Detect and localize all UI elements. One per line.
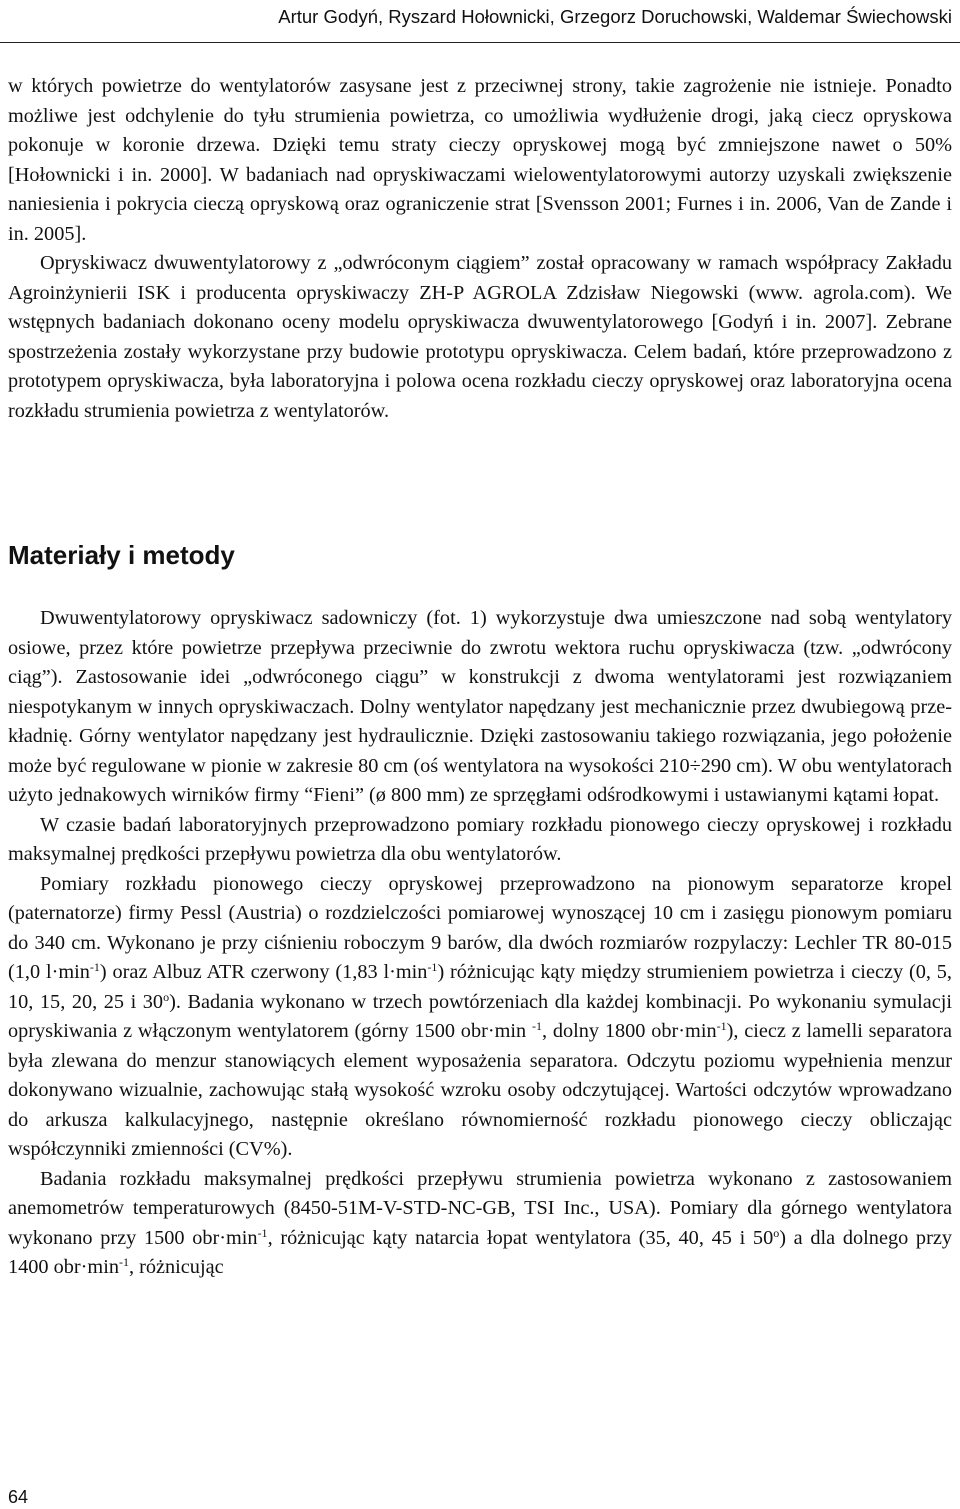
p3-text-a: Pomiary rozkładu pionowego cieczy opryskowej przeprowadzono na pionowym separatorze kropel (paternatorze) firmy Pessl (Austria) o rozdzielczości pomiarowej wynoszącej 10 cm i zasięgu pionowym pomiaru do 340 cm. Wykonano je przy ciśnieniu roboczym 9 barów, dla dwóch rozmiarów rozpylaczy: Lechler TR 80-015 (1,0 l·min [8,872,952,983]
p3-sup-2: -1 [427,960,438,974]
intro-paragraph-2: Opryskiwacz dwuwentylatorowy z „odwróconym ciągiem” został opracowany w ramach współpracy Zakładu Agroinżynierii ISK i producenta opryskiwaczy ZH-P AGROLA Zdzisław Niegowski (www. agrola.com). We wstępnych badaniach dokonano oceny modelu opryskiwacza dwuwentylatorowego [Godyń i in. 2007]. Zebrane spostrzeżenia zostały wykorzystane przy budowie prototypu opryskiwacza. Celem badań, które przeprowadzono z prototypem opryskiwacza, była laboratoryjna i polowa ocena rozkładu cieczy opryskowej oraz laboratoryjna ocena rozkładu strumienia powietrza z wentylatorów. [8,252,952,422]
p3-text-d: ). Badania wykonano w trzech powtórzeniach dla każdej kombinacji. Po wykonaniu symulacji opryskiwania z włączonym wentylatorem (górny 1500 obr·min [8,990,952,1042]
running-title: Artur Godyń, Ryszard Hołownicki, Grzegorz Doruchowski, Waldemar Świechowski [278,6,952,27]
p4-sup-1: -1 [257,1225,268,1240]
p3-text-f: ), ciecz z lamelli separatora była zlewana do menzur stanowiących element wyposażenia separatora. Odczytu poziomu wypełnienia menzur dokonywano wizualnie, zachowując stałą wysokość wzroku osoby odczytującej. Wartości odczytów wprowadzano do arkusza kalkulacyjnego, następnie określano równomierność rozkładu pionowego cieczy obliczając współczynniki zmienności (CV%). [8,1020,952,1160]
p4-sup-2: o [773,1225,780,1240]
section-text [8,604,952,1283]
p3-text-e: , dolny 1800 obr·min [541,1020,717,1042]
p4-text-d: , różnicując [128,1256,224,1278]
intro-text [8,72,952,426]
p3-text-c: ) różnicując kąty między strumieniem powietrza i cieczy (0, 5, 10, 15, 20, 25 i 30 [8,961,952,1013]
running-header [0,0,960,40]
section-paragraph-3 [8,870,952,1165]
intro-paragraph-1: w których powietrze do wentylatorów zasysane jest z przeciwnej strony, takie zagrożenie nie istnieje. Ponadto możliwe jest odchylenie do tyłu strumienia powietrza, co umożliwia wydłużenie drogi, jaką ciecz opryskowa pokonuje w koronie drzewa. Dzięki temu straty cieczy opryskowej mogą być zmniejszone nawet o 50% [Hołownicki i in. 2000]. W badaniach nad opryskiwaczami wielowentylatorowymi autorzy uzyskali zwiększenie naniesienia i pokrycia cieczą opryskową oraz ograniczenie strat [Svensson 2001; Furnes i in. 2006, Van de Zande i in. 2005]. [8,75,952,245]
header-rule [0,42,960,43]
p3-sup-5: -1 [716,1019,727,1033]
p4-text-c: ) a dla dolnego przy 1400 obr·min [8,1226,952,1278]
section-paragraph-1: Dwuwentylatorowy opryskiwacz sadowniczy (fot. 1) wykorzystuje dwa umieszczone nad sobą wentylatory osiowe, przez które powietrze przepływa przeciwnie do zwrotu wektora ruchu opryskiwacza (tzw. „odwrócony ciąg”). Zastosowanie idei „odwróconego ciągu” w konstrukcji z dwoma wentylatorami jest rozwiązaniem niespotykanym w innych opryskiwaczach. Dolny wentylator napędzany jest mechanicznie przez dwubiegową przekładnię. Górny wentylator napędzany jest hydraulicznie. Dzięki zastosowaniu takiego rozwiązania, jego położenie może być regulowane w pionie w zakresie 80 cm (oś wentylatora na wysokości 210÷290 cm). W obu wentylatorach użyto jednakowych wirników firmy “Fieni” (ø 800 mm) ze sprzęgłami odśrodkowymi i ustawianymi kątami łopat. [8,607,952,806]
p4-sup-3: -1 [118,1255,129,1269]
p4-text-b: , różnicując kąty natarcia łopat wentylatora (35, 40, 45 i 50 [267,1226,774,1249]
p4-text-a: Badania rozkładu maksymalnej prędkości przepływu strumienia powietrza wykonano z zastosowaniem anemometrów temperaturowych (8450-51M-V-STD-NC-GB, TSI Inc., USA). Pomiary dla górnego wentylatora wykonano przy 1500 obr·min [8,1167,952,1249]
section-heading: Materiały i metody [8,540,235,570]
section-paragraph-2: W czasie badań laboratoryjnych przeprowadzono pomiary rozkładu pionowego cieczy opryskowej i rozkładu maksymalnej prędkości przepływu powietrza dla obu wentylatorów. [8,813,952,865]
p3-sup-3: o [163,989,170,1004]
section-paragraph-4 [8,1165,952,1283]
page-number: 64 [8,1487,29,1507]
p3-sup-4: -1 [531,1019,542,1033]
p3-sup-1: -1 [89,960,100,974]
p3-text-b: ) oraz Albuz ATR czerwony (1,83 l·min [99,961,428,983]
